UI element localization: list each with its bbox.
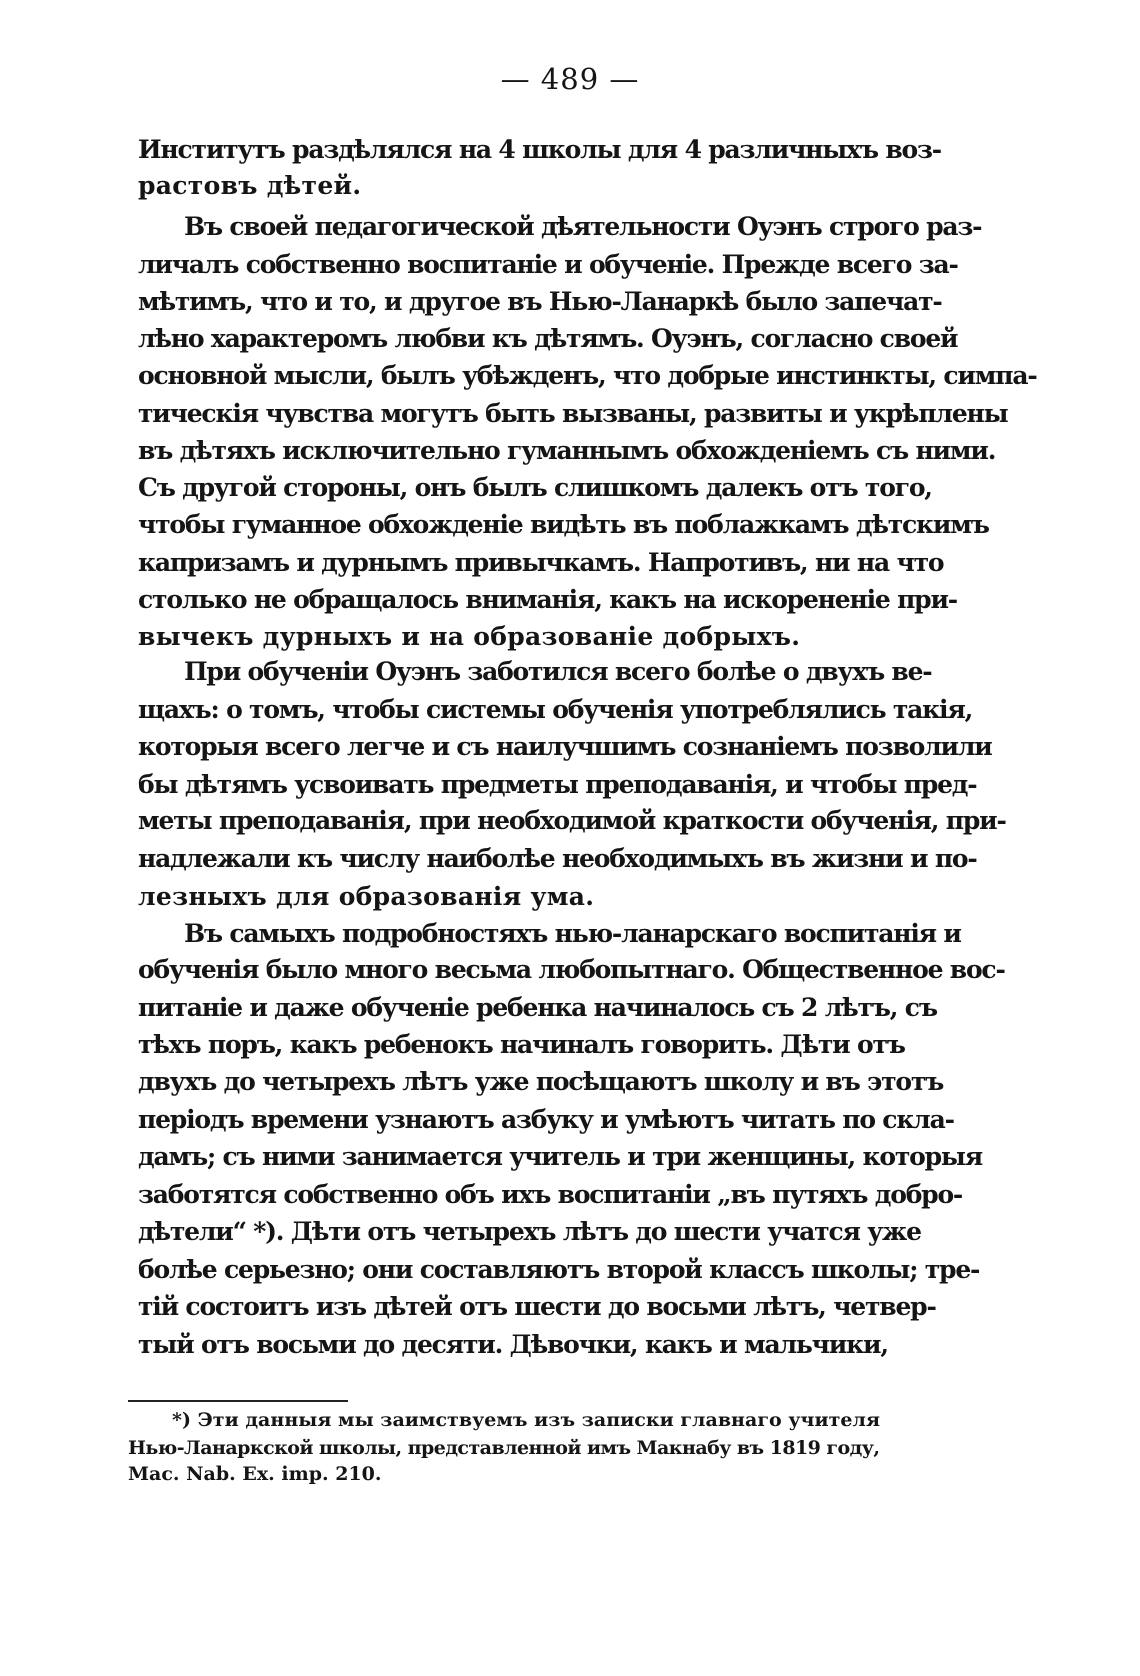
text-line: столько не обращалось вниманія, какъ на искорененіе при- [138,585,957,614]
text-line: лѣно характеромъ любви къ дѣтямъ. Оуэнъ, согласно своей [138,324,958,353]
text-line: меты преподаванія, при необходимой краткости обученія, при- [138,806,1006,835]
text-line: заботятся собственно объ ихъ воспитаніи „въ путяхъ добро- [138,1180,963,1209]
footnote-divider [128,1400,348,1402]
text-line: Въ самыхъ подробностяхъ нью-ланарскаго воспитанія и [184,919,961,948]
text-line: питаніе и даже обученіе ребенка начиналось съ 2 лѣтъ, съ [138,993,937,1022]
text-line: Въ своей педагогической дѣятельности Оуэнъ строго раз- [184,212,982,241]
text-line: капризамъ и дурнымъ привычкамъ. Напротивъ, ни на что [138,548,944,577]
text-line: щахъ: о томъ, чтобы системы обученія употреблялись такія, [138,695,973,724]
text-line: чтобы гуманное обхожденіе видѣть въ поблажкамъ дѣтскимъ [138,510,989,539]
text-line: дамъ; съ ними занимается учитель и три женщины, которыя [138,1142,983,1171]
text-line: обученія было много весьма любопытнаго. Общественное вос- [138,955,1005,984]
text-line: двухъ до четырехъ лѣтъ уже посѣщаютъ школу и въ этотъ [138,1067,944,1096]
text-line: которыя всего легче и съ наилучшимъ сознаніемъ позволили [138,732,992,761]
footnote-line: Нью-Ланаркской школы, представленной имъ Макнабу въ 1819 году, [128,1437,880,1459]
text-line: тическія чувства могутъ быть вызваны, развиты и укрѣплены [138,399,1008,428]
text-line: растовъ дѣтей. [138,171,362,200]
text-line: Съ другой стороны, онъ былъ слишкомъ далекъ отъ того, [138,473,932,502]
text-line: основной мысли, былъ убѣжденъ, что добрые инстинкты, симпа- [138,361,1037,390]
text-line: тій состоитъ изъ дѣтей отъ шести до восьми лѣтъ, четвер- [138,1292,936,1321]
text-line: вычекъ дурныхъ и на образованіе добрыхъ. [138,622,801,651]
text-line: надлежали къ числу наиболѣе необходимыхъ въ жизни и по- [138,844,977,873]
text-line: болѣе серьезно; они составляютъ второй классъ школы; тре- [138,1255,980,1284]
text-line: тый отъ восьми до десяти. Дѣвочки, какъ и мальчики, [138,1330,888,1359]
page-number: — 489 — [500,62,640,96]
text-line: бы дѣтямъ усвоивать предметы преподаванія, и чтобы пред- [138,770,977,799]
text-line: Институтъ раздѣлялся на 4 школы для 4 различныхъ воз- [138,135,941,164]
text-line: періодъ времени узнаютъ азбуку и умѣютъ читать по скла- [138,1105,954,1134]
text-line: въ дѣтяхъ исключительно гуманнымъ обхожденіемъ съ ними. [138,436,996,465]
text-line: личалъ собственно воспитаніе и обученіе. Прежде всего за- [138,250,958,279]
text-line: тѣхъ поръ, какъ ребенокъ начиналъ говорить. Дѣти отъ [138,1030,905,1059]
footnote-line: Mac. Nab. Ex. imp. 210. [128,1463,382,1485]
text-line: мѣтимъ, что и то, и другое въ Нью-Ланаркѣ было запечат- [138,287,942,316]
text-line: При обученіи Оуэнъ заботился всего болѣе о двухъ ве- [184,657,932,686]
footnote-line: *) Эти данныя мы заимствуемъ изъ записки главнаго учителя [172,1409,881,1431]
text-line: лезныхъ для образованія ума. [138,882,595,911]
text-line: дѣтели“ *). Дѣти отъ четырехъ лѣтъ до шести учатся уже [138,1217,921,1246]
